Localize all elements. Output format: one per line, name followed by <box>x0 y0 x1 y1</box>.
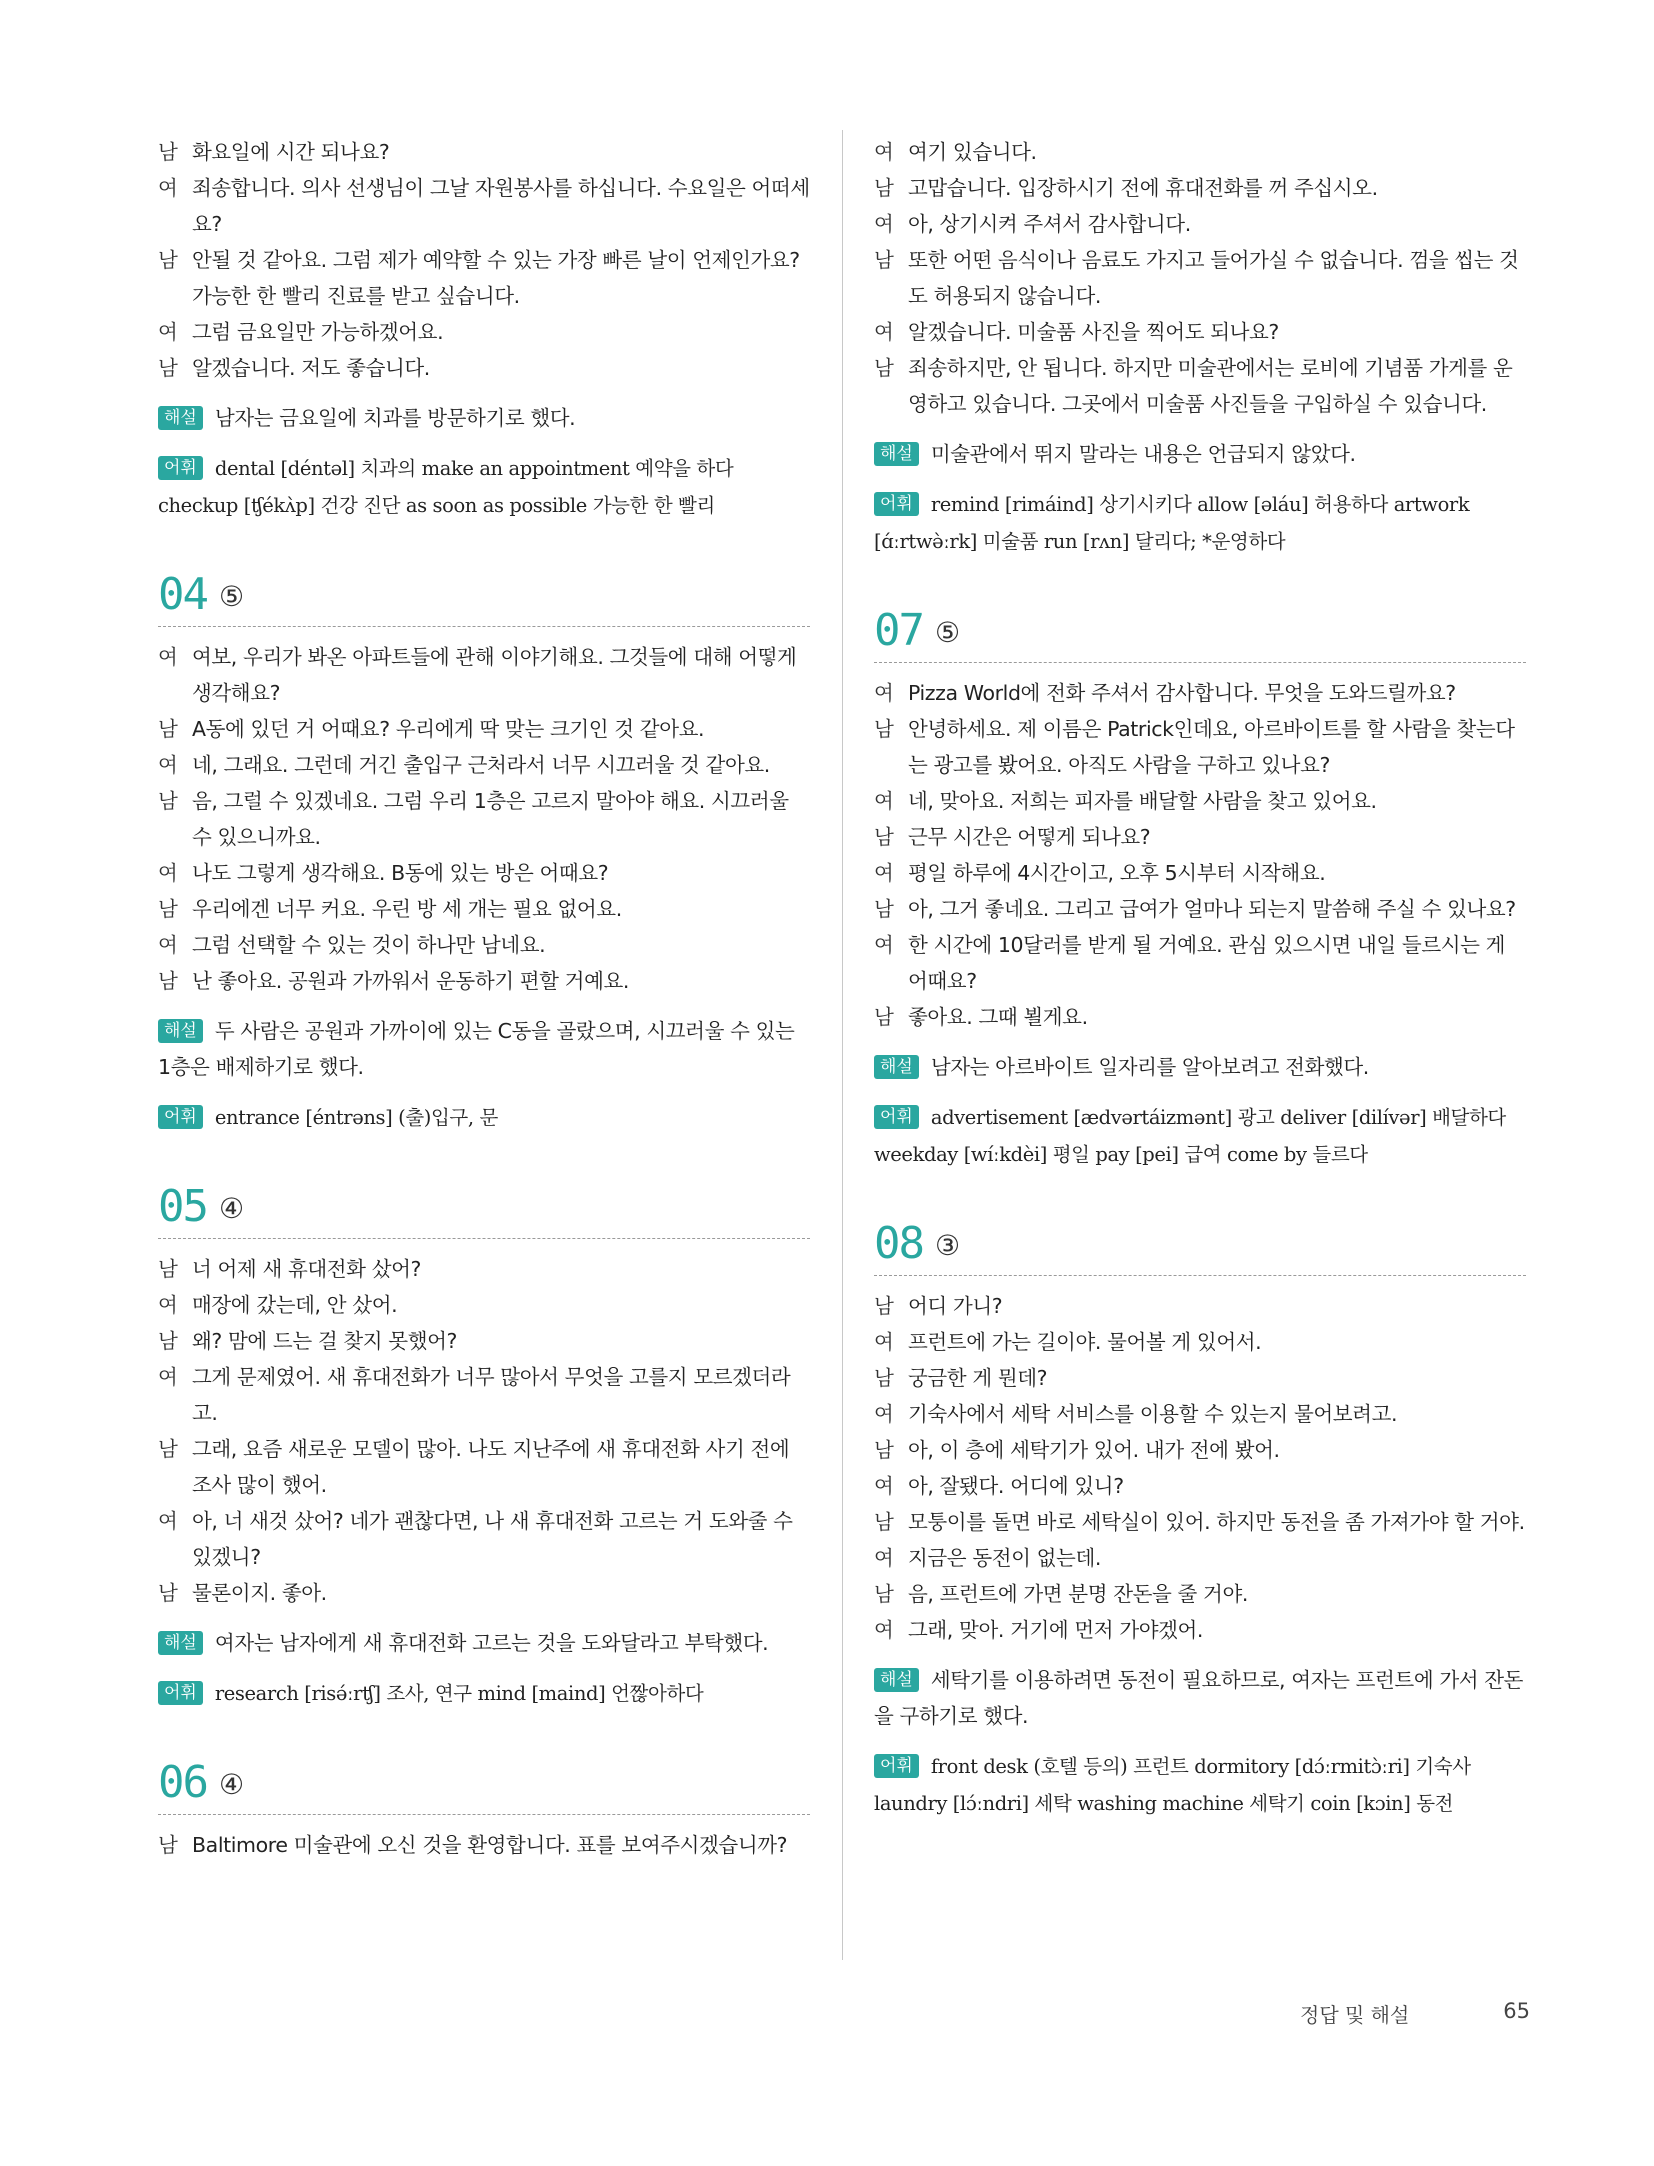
speaker-label: 여 <box>874 1618 894 1642</box>
speaker-label: 남 <box>158 789 178 813</box>
speaker-label: 남 <box>158 969 178 993</box>
explanation <box>158 1625 810 1661</box>
footer-title: 정답 및 해설 <box>1300 2003 1410 2027</box>
line-text: 우리에겐 너무 커요. 우린 방 세 개는 필요 없어요. <box>192 897 622 921</box>
dialogue-line <box>874 711 1526 783</box>
section-07 <box>874 598 1526 1173</box>
section-04 <box>158 562 810 1136</box>
dialogue-line <box>874 1504 1526 1540</box>
section-06 <box>158 1750 810 1863</box>
speaker-label: 남 <box>158 897 178 921</box>
explanation <box>874 1049 1526 1085</box>
speaker-label: 여 <box>158 1509 178 1533</box>
speaker-label: 남 <box>874 897 894 921</box>
line-text: 지금은 동전이 없는데. <box>908 1546 1101 1570</box>
speaker-label: 여 <box>158 176 178 200</box>
line-text: 그럼 선택할 수 있는 것이 하나만 남네요. <box>192 933 546 957</box>
line-text: 그게 문제였어. 새 휴대전화가 너무 많아서 무엇을 고를지 모르겠더라고. <box>192 1365 791 1425</box>
line-text: 그래, 맞아. 거기에 먼저 가야겠어. <box>908 1618 1204 1642</box>
vocabulary <box>874 486 1526 560</box>
line-text: 너 어제 새 휴대전화 샀어? <box>192 1257 421 1281</box>
speaker-label: 남 <box>874 356 894 380</box>
vocabulary <box>158 450 810 524</box>
explanation <box>874 1662 1526 1734</box>
vocabulary <box>158 1675 810 1712</box>
section-header <box>874 1211 1526 1276</box>
speaker-label: 남 <box>874 1510 894 1534</box>
line-text: 음, 그럴 수 있겠네요. 그럼 우리 1층은 고르지 말아야 해요. 시끄러울 수 있으니까요. <box>192 789 789 849</box>
page-number: 65 <box>1503 1999 1530 2023</box>
speaker-label: 여 <box>158 1293 178 1317</box>
explanation <box>874 436 1526 472</box>
vocab-text: entrance [éntrəns] (출)입구, 문 <box>214 1106 498 1129</box>
section-number: 06 <box>158 1757 207 1808</box>
explanation-badge: 해설 <box>874 442 919 466</box>
explanation-text: 남자는 금요일에 치과를 방문하기로 했다. <box>214 406 576 430</box>
dialogue-line <box>874 1288 1526 1324</box>
section-08 <box>874 1211 1526 1822</box>
line-text: 죄송하지만, 안 됩니다. 하지만 미술관에서는 로비에 기념품 가게를 운영하고 있습니다. 그곳에서 미술품 사진들을 구입하실 수 있습니다. <box>908 356 1513 416</box>
dialogue-line <box>874 819 1526 855</box>
line-text: 고맙습니다. 입장하시기 전에 휴대전화를 꺼 주십시오. <box>908 176 1378 200</box>
speaker-label: 남 <box>874 248 894 272</box>
dialogue-line <box>158 1503 810 1575</box>
section-header <box>874 598 1526 663</box>
speaker-label: 남 <box>874 825 894 849</box>
right-column <box>874 134 1526 1822</box>
line-text: Baltimore 미술관에 오신 것을 환영합니다. 표를 보여주시겠습니까? <box>192 1833 788 1857</box>
speaker-label: 남 <box>158 1257 178 1281</box>
dialogue-line <box>158 1431 810 1503</box>
intro-dialogue <box>158 134 810 524</box>
dialogue-line <box>158 134 810 170</box>
dialogue-line <box>158 1575 810 1611</box>
line-text: 아, 너 새것 샀어? 네가 괜찮다면, 나 새 휴대전화 고르는 거 도와줄 수 있겠니? <box>192 1509 793 1569</box>
line-text: 평일 하루에 4시간이고, 오후 5시부터 시작해요. <box>908 861 1326 885</box>
dialogue-line <box>874 1612 1526 1648</box>
dialogue-line <box>874 134 1526 170</box>
speaker-label: 여 <box>158 645 178 669</box>
speaker-label: 여 <box>874 933 894 957</box>
speaker-label: 남 <box>874 1438 894 1462</box>
speaker-label: 여 <box>158 320 178 344</box>
speaker-label: 남 <box>158 356 178 380</box>
dialogue-line <box>158 1323 810 1359</box>
speaker-label: 남 <box>874 1294 894 1318</box>
explanation-badge: 해설 <box>158 1631 203 1655</box>
line-text: 왜? 맘에 드는 걸 찾지 못했어? <box>192 1329 457 1353</box>
line-text: 그럼 금요일만 가능하겠어요. <box>192 320 444 344</box>
line-text: 여기 있습니다. <box>908 140 1037 164</box>
dialogue-line <box>874 783 1526 819</box>
line-text: 어디 가니? <box>908 1294 1003 1318</box>
line-text: Pizza World에 전화 주셔서 감사합니다. 무엇을 도와드릴까요? <box>908 681 1456 705</box>
speaker-label: 여 <box>158 861 178 885</box>
speaker-label: 남 <box>158 140 178 164</box>
dialogue-line <box>874 242 1526 314</box>
section-header <box>158 562 810 627</box>
speaker-label: 남 <box>158 1437 178 1461</box>
line-text: A동에 있던 거 어때요? 우리에게 딱 맞는 크기인 것 같아요. <box>192 717 705 741</box>
line-text: 알겠습니다. 저도 좋습니다. <box>192 356 430 380</box>
explanation-badge: 해설 <box>158 406 203 430</box>
dialogue-line <box>158 1251 810 1287</box>
explanation-badge: 해설 <box>158 1019 203 1043</box>
dialogue-line <box>158 963 810 999</box>
vocabulary <box>874 1099 1526 1173</box>
line-text: 아, 잘됐다. 어디에 있니? <box>908 1474 1124 1498</box>
section-05 <box>158 1174 810 1712</box>
speaker-label: 남 <box>874 1005 894 1029</box>
speaker-label: 여 <box>158 933 178 957</box>
line-text: 안녕하세요. 제 이름은 Patrick인데요, 아르바이트를 할 사람을 찾는다는 광고를 봤어요. 아직도 사람을 구하고 있나요? <box>908 717 1515 777</box>
vocab-badge: 어휘 <box>158 456 203 480</box>
vocab-badge: 어휘 <box>158 1105 203 1129</box>
line-text: 네, 그래요. 그런데 거긴 출입구 근처라서 너무 시끄러울 것 같아요. <box>192 753 770 777</box>
explanation <box>158 400 810 436</box>
line-text: 기숙사에서 세탁 서비스를 이용할 수 있는지 물어보려고. <box>908 1402 1398 1426</box>
section-number: 05 <box>158 1181 207 1232</box>
vocab-text: advertisement [ӕdvərtáizmənt] 광고 deliver [dilívər] 배달하다 weekday [wíːkdèi] 평일 pay [pei] 급여 come by 들르다 <box>874 1106 1506 1166</box>
speaker-label: 남 <box>874 1582 894 1606</box>
explanation-text: 남자는 아르바이트 일자리를 알아보려고 전화했다. <box>930 1055 1369 1079</box>
speaker-label: 남 <box>158 1581 178 1605</box>
dialogue-line <box>874 170 1526 206</box>
line-text: 죄송합니다. 의사 선생님이 그날 자원봉사를 하십니다. 수요일은 어떠세요? <box>192 176 810 236</box>
line-text: 한 시간에 10달러를 받게 될 거예요. 관심 있으시면 내일 들르시는 게 어때요? <box>908 933 1506 993</box>
speaker-label: 남 <box>874 1366 894 1390</box>
section-number: 08 <box>874 1218 923 1269</box>
speaker-label: 여 <box>874 1474 894 1498</box>
dialogue-line <box>874 1576 1526 1612</box>
section-answer: ③ <box>934 1229 961 1262</box>
line-text: 화요일에 시간 되나요? <box>192 140 390 164</box>
section-answer: ⑤ <box>934 616 961 649</box>
speaker-label: 남 <box>874 176 894 200</box>
dialogue-line <box>158 639 810 711</box>
vocab-badge: 어휘 <box>158 1681 203 1705</box>
speaker-label: 여 <box>874 1546 894 1570</box>
dialogue-line <box>874 1540 1526 1576</box>
speaker-label: 여 <box>874 212 894 236</box>
line-text: 안될 것 같아요. 그럼 제가 예약할 수 있는 가장 빠른 날이 언제인가요? 가능한 한 빨리 진료를 받고 싶습니다. <box>192 248 800 308</box>
speaker-label: 남 <box>158 1329 178 1353</box>
dialogue-line <box>158 783 810 855</box>
line-text: 궁금한 게 뭔데? <box>908 1366 1048 1390</box>
dialogue-line <box>874 206 1526 242</box>
dialogue-line <box>874 675 1526 711</box>
vocab-text: dental [déntəl] 치과의 make an appointment 예약을 하다 checkup [ʧékʌ̀p] 건강 진단 as soon as possible 가능한 한 빨리 <box>158 457 734 517</box>
dialogue-line <box>158 314 810 350</box>
line-text: 아, 그거 좋네요. 그리고 급여가 얼마나 되는지 말씀해 주실 수 있나요? <box>908 897 1516 921</box>
explanation-badge: 해설 <box>874 1055 919 1079</box>
speaker-label: 여 <box>874 681 894 705</box>
vocabulary <box>874 1748 1526 1822</box>
speaker-label: 남 <box>158 1833 178 1857</box>
line-text: 여보, 우리가 봐온 아파트들에 관해 이야기해요. 그것들에 대해 어떻게 생각해요? <box>192 645 797 705</box>
line-text: 그래, 요즘 새로운 모델이 많아. 나도 지난주에 새 휴대전화 사기 전에 조사 많이 했어. <box>192 1437 790 1497</box>
dialogue-line <box>158 1359 810 1431</box>
dialogue-line <box>158 1827 810 1863</box>
dialogue-line <box>158 855 810 891</box>
line-text: 매장에 갔는데, 안 샀어. <box>192 1293 398 1317</box>
dialogue-line <box>874 1432 1526 1468</box>
dialogue-line <box>874 314 1526 350</box>
line-text: 좋아요. 그때 뵐게요. <box>908 1005 1088 1029</box>
dialogue-line <box>158 747 810 783</box>
section-answer: ⑤ <box>218 580 245 613</box>
line-text: 네, 맞아요. 저희는 피자를 배달할 사람을 찾고 있어요. <box>908 789 1377 813</box>
explanation <box>158 1013 810 1085</box>
line-text: 음, 프런트에 가면 분명 잔돈을 줄 거야. <box>908 1582 1248 1606</box>
vocab-badge: 어휘 <box>874 1105 919 1129</box>
section-header <box>158 1174 810 1239</box>
explanation-badge: 해설 <box>874 1668 919 1692</box>
line-text: 나도 그렇게 생각해요. B동에 있는 방은 어때요? <box>192 861 609 885</box>
vocab-text: remind [rimáind] 상기시키다 allow [əláu] 허용하다 artwork [ɑ́ːrtwə̀ːrk] 미술품 run [rʌn] 달리다; *운영하다 <box>874 493 1470 553</box>
speaker-label: 남 <box>874 717 894 741</box>
dialogue-line <box>874 1360 1526 1396</box>
line-text: 아, 이 층에 세탁기가 있어. 내가 전에 봤어. <box>908 1438 1280 1462</box>
speaker-label: 남 <box>158 248 178 272</box>
line-text: 또한 어떤 음식이나 음료도 가지고 들어가실 수 없습니다. 껌을 씹는 것도 허용되지 않습니다. <box>908 248 1519 308</box>
dialogue-line <box>874 350 1526 422</box>
dialogue-line <box>874 1324 1526 1360</box>
speaker-label: 여 <box>158 1365 178 1389</box>
vocab-badge: 어휘 <box>874 492 919 516</box>
explanation-text: 두 사람은 공원과 가까이에 있는 C동을 골랐으며, 시끄러울 수 있는 1층은 배제하기로 했다. <box>158 1019 795 1079</box>
section-header <box>158 1750 810 1815</box>
speaker-label: 여 <box>874 789 894 813</box>
line-text: 모퉁이를 돌면 바로 세탁실이 있어. 하지만 동전을 좀 가져가야 할 거야. <box>908 1510 1525 1534</box>
section-answer: ④ <box>218 1768 245 1801</box>
line-text: 근무 시간은 어떻게 되나요? <box>908 825 1151 849</box>
section-number: 04 <box>158 569 207 620</box>
explanation-text: 세탁기를 이용하려면 동전이 필요하므로, 여자는 프런트에 가서 잔돈을 구하기로 했다. <box>874 1668 1524 1728</box>
dialogue-line <box>874 927 1526 999</box>
dialogue-line <box>874 1468 1526 1504</box>
intro-dialogue <box>874 134 1526 560</box>
explanation-text: 여자는 남자에게 새 휴대전화 고르는 것을 도와달라고 부탁했다. <box>214 1631 769 1655</box>
line-text: 물론이지. 좋아. <box>192 1581 327 1605</box>
speaker-label: 여 <box>874 140 894 164</box>
vocab-text: front desk (호텔 등의) 프런트 dormitory [dɔ́ːrmitɔ̀ːri] 기숙사 laundry [lɔ́ːndri] 세탁 washing machine 세탁기 coin [kɔin] 동전 <box>874 1755 1471 1815</box>
section-answer: ④ <box>218 1192 245 1225</box>
speaker-label: 여 <box>874 861 894 885</box>
line-text: 아, 상기시켜 주셔서 감사합니다. <box>908 212 1191 236</box>
dialogue-line <box>158 891 810 927</box>
dialogue-line <box>874 1396 1526 1432</box>
speaker-label: 남 <box>158 717 178 741</box>
speaker-label: 여 <box>874 320 894 344</box>
dialogue-line <box>158 242 810 314</box>
line-text: 난 좋아요. 공원과 가까워서 운동하기 편할 거예요. <box>192 969 629 993</box>
speaker-label: 여 <box>874 1330 894 1354</box>
dialogue-line <box>158 350 810 386</box>
dialogue-line <box>158 927 810 963</box>
dialogue-line <box>158 1287 810 1323</box>
dialogue-line <box>874 855 1526 891</box>
section-number: 07 <box>874 605 923 656</box>
dialogue-line <box>158 711 810 747</box>
vocab-text: research [risə́ːrʧ] 조사, 연구 mind [maind] 언짢아하다 <box>214 1682 704 1705</box>
dialogue-line <box>158 170 810 242</box>
left-column <box>158 134 810 1863</box>
speaker-label: 여 <box>874 1402 894 1426</box>
vocab-badge: 어휘 <box>874 1754 919 1778</box>
column-divider <box>842 130 843 1960</box>
vocabulary <box>158 1099 810 1136</box>
dialogue-line <box>874 891 1526 927</box>
explanation-text: 미술관에서 뛰지 말라는 내용은 언급되지 않았다. <box>930 442 1356 466</box>
speaker-label: 여 <box>158 753 178 777</box>
dialogue-line <box>874 999 1526 1035</box>
line-text: 프런트에 가는 길이야. 물어볼 게 있어서. <box>908 1330 1262 1354</box>
line-text: 알겠습니다. 미술품 사진을 찍어도 되나요? <box>908 320 1279 344</box>
